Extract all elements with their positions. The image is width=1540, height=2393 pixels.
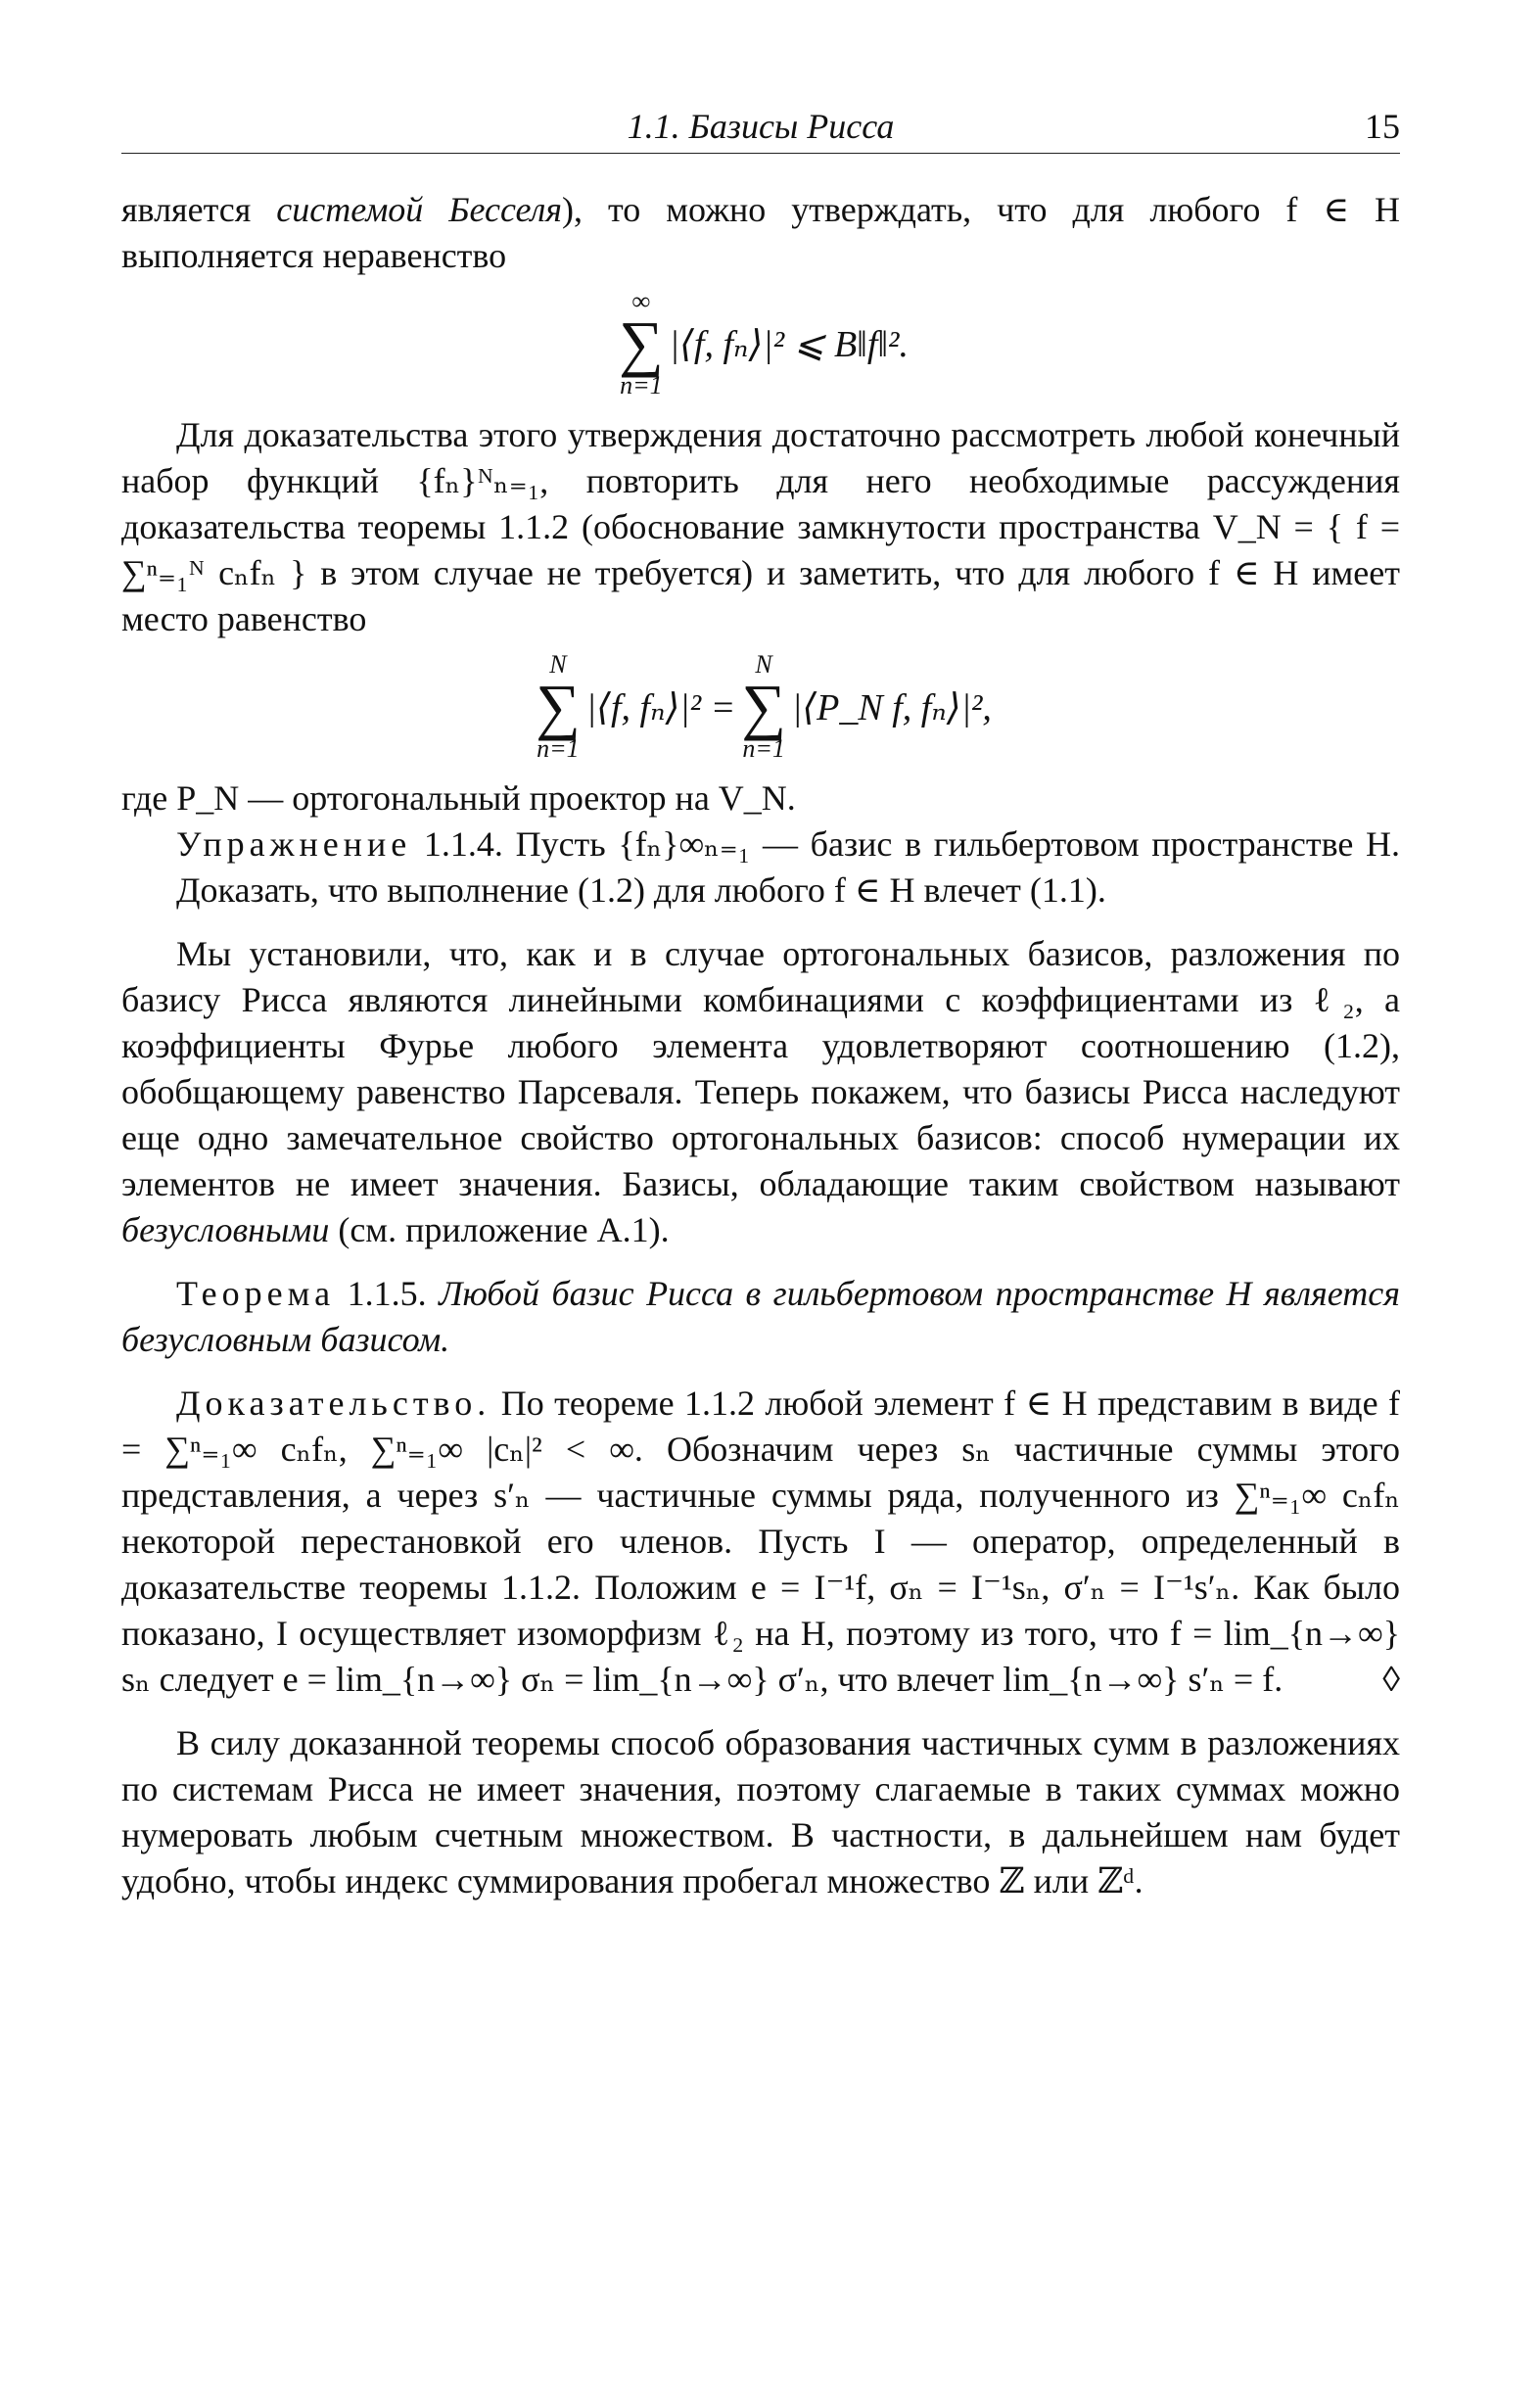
formula1-body: |⟨f, fₙ⟩|² ⩽ B‖f‖². — [669, 323, 909, 365]
sigma-icon: ∑ — [741, 672, 786, 741]
running-header — [121, 106, 1400, 154]
proof-text: По теореме 1.1.2 любой элемент f ∈ H представим в виде f = ∑ⁿ₌₁∞ cₙfₙ, ∑ⁿ₌₁∞ |cₙ|² < ∞. Обозначим через sₙ частичные суммы этого представления, а через s′ₙ — частичные суммы ряда, полученного из ∑ⁿ₌₁∞ cₙfₙ некоторой перестановкой его членов. Пусть I — оператор, определенный в доказательстве теоремы 1.1.2. Положим e = I⁻¹f, σₙ = I⁻¹sₙ, σ′ₙ = I⁻¹s′ₙ. Как было показано, I осуществляет изоморфизм ℓ₂ на H, поэтому из того, что f = lim_{n→∞} sₙ следует e = lim_{n→∞} σₙ = lim_{n→∞} σ′ₙ, что влечет lim_{n→∞} s′ₙ = f. — [121, 1384, 1400, 1699]
exercise-number: 1.1.4. — [423, 824, 503, 864]
exercise-text: Пусть {fₙ}∞ₙ₌₁ — базис в гильбертовом пространстве H. Доказать, что выполнение (1.2) для любого f ∈ H влечет (1.1). — [176, 824, 1401, 910]
theorem-label: Теорема — [176, 1274, 336, 1313]
header-title: 1.1. Базисы Рисса — [627, 107, 895, 146]
page — [121, 106, 1400, 1904]
proof-label: Доказательство. — [176, 1384, 491, 1423]
sigma-icon: ∑ — [536, 672, 581, 741]
sum-operator — [619, 289, 664, 399]
exercise-label: Упражнение — [176, 824, 412, 864]
exercise-1-1-4 — [121, 821, 1400, 914]
paragraph-projector: где P_N — ортогональный проектор на V_N. — [121, 778, 796, 818]
qed-diamond-icon: ◊ — [1382, 1660, 1400, 1699]
para4-tail: (см. приложение А.1). — [329, 1210, 670, 1249]
parseval-equality — [121, 652, 1400, 762]
para4-text: Мы установили, что, как и в случае ортогональных базисов, разложения по базису Рисса являются линейными комбинациями с коэффициентами из ℓ₂, а коэффициенты Фурье любого элемента удовлетворяют соотношению (1.2), обобщающему равенство Парсеваля. Теперь покажем, что базисы Рисса наследуют еще одно замечательное свойство ортогональных базисов: способ нумерации их элементов не имеет значения. Базисы, обладающие таким свойством называют — [121, 934, 1400, 1203]
bessel-inequality — [121, 289, 1400, 399]
paragraph-enumeration: В силу доказанной теоремы способ образования частичных сумм в разложениях по системам Рисса не имеет значения, поэтому слагаемые в таких суммах можно нумеровать любым счетным множеством. В частности, в дальнейшем нам будет удобно, чтобы индекс суммирования пробегал множество ℤ или ℤᵈ. — [121, 1723, 1400, 1900]
paragraph-proof-sketch: Для доказательства этого утверждения достаточно рассмотреть любой конечный набор функций {fₙ}ᴺₙ₌₁, повторить для него необходимые рассуждения доказательства теоремы 1.1.2 (обоснование замкнутости пространства V_N = { f = ∑ⁿ₌₁ᴺ cₙfₙ } в этом случае не требуется) и заметить, что для любого f ∈ H имеет место равенство — [121, 415, 1400, 638]
formula2-right-body: |⟨P_N f, fₙ⟩|², — [791, 686, 992, 728]
sum-right-lower: n=1 — [742, 734, 785, 763]
term-bessel-system: системой Бесселя — [276, 190, 563, 229]
sum-upper: ∞ — [631, 287, 651, 315]
para1-start: является — [121, 190, 277, 229]
proof-block — [121, 1381, 1400, 1703]
paragraph-unconditional — [121, 931, 1400, 1253]
sum-lower: n=1 — [620, 371, 663, 399]
formula2-left-body: |⟨f, fₙ⟩|² = — [585, 686, 736, 728]
sum-operator-right — [741, 652, 786, 762]
sum-operator-left — [536, 652, 581, 762]
theorem-1-1-5 — [121, 1271, 1400, 1363]
sigma-icon: ∑ — [619, 308, 664, 378]
theorem-text: Любой базис Рисса в гильбертовом пространстве H является безусловным базисом. — [121, 1274, 1401, 1359]
para1-rest: ), то можно утверждать, что для любого f ∈ H выполняется неравенство — [121, 190, 1401, 275]
sum-left-lower: n=1 — [537, 734, 580, 763]
sum-right-upper: N — [755, 650, 772, 679]
term-unconditional: безусловными — [121, 1210, 330, 1249]
paragraph-bessel — [121, 187, 1400, 279]
theorem-number: 1.1.5. — [347, 1274, 427, 1313]
page-number: 15 — [1365, 107, 1400, 146]
sum-left-upper: N — [549, 650, 567, 679]
